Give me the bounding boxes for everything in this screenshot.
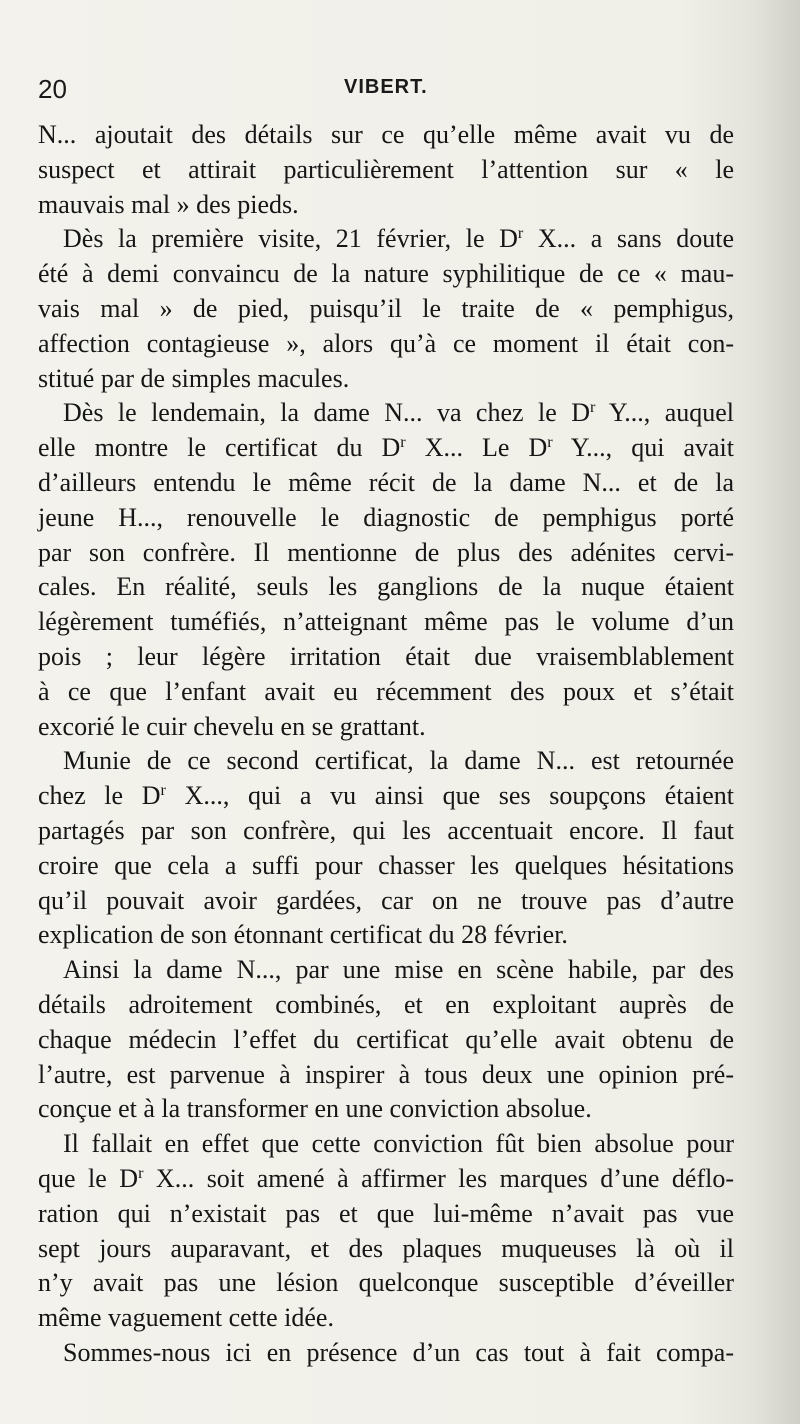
text-line: qu’il pouvait avoir gardées, car on ne trouve pas d’autre [38,885,734,915]
text-line: l’autre, est parvenue à inspirer à tous deux une opinion pré- [38,1059,734,1089]
text-line: sept jours auparavant, et des plaques muqueuses là où il [38,1233,734,1263]
text-line: partagés par son confrère, qui les accentuait encore. Il faut [38,815,734,845]
text-line: ration qui n’existait pas et que lui-même n’avait pas vue [38,1198,734,1228]
text-line: légèrement tuméfiés, n’atteignant même pas le volume d’un [38,607,734,637]
page-header [38,74,734,110]
running-head: VIBERT. [344,76,428,98]
text-line: jeune H..., renouvelle le diagnostic de pemphigus porté [38,502,734,532]
text-line: pois ; leur légère irritation était due vraisemblablement [38,641,734,671]
text-line: n’y avait pas une lésion quelconque susceptible d’éveiller [38,1268,734,1298]
text-line: chez le $D^r$ X..., qui a vu ainsi que ses soupçons étaient [38,781,734,811]
text-line: vais mal » de pied, puisqu’il le traite de « pemphigus, [38,293,734,323]
text-line: cales. En réalité, seuls les ganglions de la nuque étaient [38,572,734,602]
text-line: elle montre le certificat du $D^r$ X... Le $D^r$ Y..., qui avait [38,433,734,463]
text-line: mauvais mal » des pieds. [38,189,299,219]
text-line: suspect et attirait particulièrement l’attention sur « le [38,154,734,184]
text-line: par son confrère. Il mentionne de plus des adénites cervi- [38,537,734,567]
page-number: 20 [38,74,67,104]
text-line: Munie de ce second certificat, la dame N... est retournée [63,746,734,776]
text-line: même vaguement cette idée. [38,1303,334,1333]
body-text [38,118,734,1371]
text-line: N... ajoutait des détails sur ce qu’elle même avait vu de [38,120,734,149]
text-line: explication de son étonnant certificat du 28 février. [38,920,568,950]
text-line: conçue et à la transformer en une conviction absolue. [38,1094,592,1124]
text-line: croire que cela a suffi pour chasser les quelques hésitations [38,850,734,880]
text-line: à ce que l’enfant avait eu récemment des poux et s’était [38,676,734,706]
text-line: chaque médecin l’effet du certificat qu’elle avait obtenu de [38,1024,734,1054]
text-line: été à demi convaincu de la nature syphilitique de ce « mau- [38,259,734,289]
text-line: Dès le lendemain, la dame N... va chez le $D^r$ Y..., auquel [63,398,734,428]
text-line: stitué par de simples macules. [38,363,350,393]
text-line: d’ailleurs entendu le même récit de la dame N... et de la [38,467,734,497]
text-line: détails adroitement combinés, et en exploitant auprès de [38,989,734,1019]
text-line: excorié le cuir chevelu en se grattant. [38,711,426,741]
text-line: Ainsi la dame N..., par une mise en scène habile, par des [63,955,734,985]
text-line: Dès la première visite, 21 février, le $D^r$ X... a sans doute [63,224,734,254]
text-line: affection contagieuse », alors qu’à ce moment il était con- [38,328,734,358]
text-line: Il fallait en effet que cette conviction fût bien absolue pour [63,1129,734,1159]
text-line: que le $D^r$ X... soit amené à affirmer les marques d’une déflo- [38,1163,734,1193]
text-line: Sommes-nous ici en présence d’un cas tout à fait compa- [63,1337,734,1367]
